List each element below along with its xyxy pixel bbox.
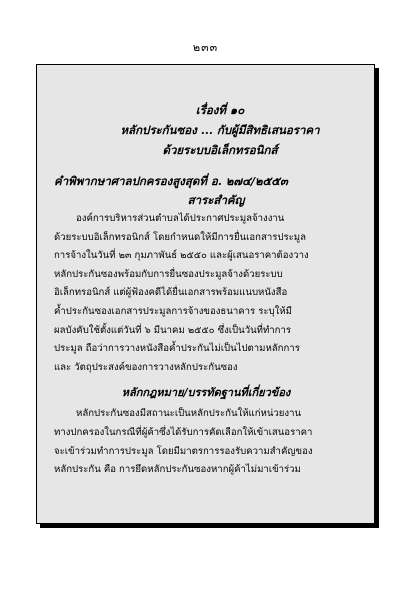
paragraph-line: หลักประกันซองมีสถานะเป็นหลักประกันให้แก่หน่วยงาน — [76, 408, 302, 420]
paragraph-line: ค้ำประกันซองเอกสารประมูลการจ้างของธนาคาร ระบุให้มี — [54, 305, 292, 317]
paragraph-line: หลักประกัน คือ การยึดหลักประกันซองหากผู้ค้าไม่มาเข้าร่วม — [54, 464, 301, 476]
principle-heading: หลักกฎหมาย/บรรทัดฐานที่เกี่ยวข้อง — [121, 386, 291, 400]
title-line: เรื่องที่ ๑๐ — [195, 103, 245, 117]
page-number: ๒๓๓ — [192, 41, 219, 54]
paragraph-line: จะเข้าร่วมทำการประมูล โดยมีมาตรการรองรับความสำคัญของ — [54, 445, 313, 457]
frame-shadow — [375, 68, 379, 528]
summary-paragraph — [54, 210, 358, 377]
frame-shadow — [40, 524, 379, 528]
article-title — [82, 100, 358, 160]
paragraph-line: อิเล็กทรอนิกส์ แต่ผู้ฟ้องคดีได้ยื่นเอกสารพร้อมแนบหนังสือ — [54, 287, 288, 299]
paragraph-line: และ วัตถุประสงค์ของการวางหลักประกันซอง — [54, 361, 238, 373]
principle-paragraph — [54, 405, 358, 479]
paragraph-line: ด้วยระบบอิเล็กทรอนิกส์ โดยกำหนดให้มีการยื่นเอกสารประมูล — [54, 231, 306, 243]
document-content — [54, 100, 358, 480]
paragraph-line: หลักประกันซองพร้อมกับการยื่นซองประมูลจ้างด้วยระบบ — [54, 268, 283, 280]
summary-heading: สาระสำคัญ — [187, 193, 245, 207]
case-reference: คำพิพากษาศาลปกครองสูงสุดที่ อ. ๒๗๔/๒๕๕๓ — [54, 174, 288, 188]
paragraph-line: ประมูล ถือว่าการวางหนังสือค้ำประกันไม่เป็นไปตามหลักการ — [54, 343, 300, 355]
paragraph-line: ผลบังคับใช้ตั้งแต่วันที่ ๖ มีนาคม ๒๕๕๐ ซึ่งเป็นวันที่ทำการ — [54, 324, 292, 336]
paragraph-line: ทางปกครองในกรณีที่ผู้ค้าซึ่งได้รับการคัดเลือกให้เข้าเสนอราคา — [54, 426, 313, 438]
paragraph-line: การจ้างในวันที่ ๒๓ กุมภาพันธ์ ๒๕๕๐ และผู้เสนอราคาต้องวาง — [54, 250, 309, 262]
paragraph-line: องค์การบริหารส่วนตำบลได้ประกาศประมูลจ้างงาน — [76, 213, 285, 224]
case-block — [54, 172, 358, 210]
title-line: หลักประกันซอง ... กับผู้มีสิทธิเสนอราคา — [120, 123, 320, 137]
title-line: ด้วยระบบอิเล็กทรอนิกส์ — [162, 143, 278, 157]
